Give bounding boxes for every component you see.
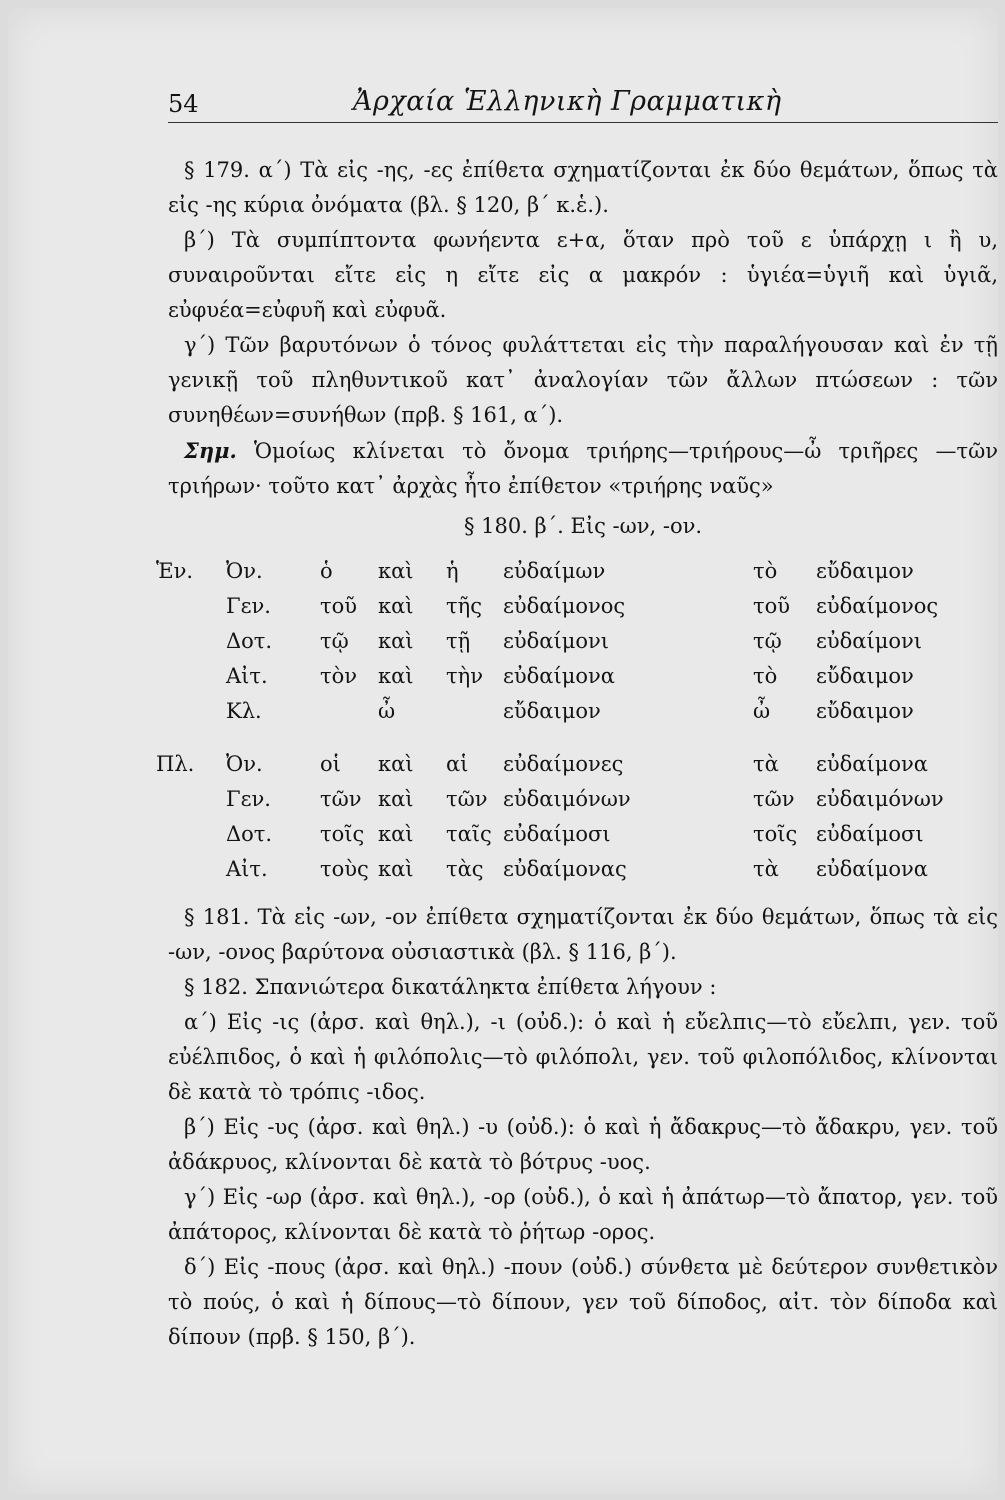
- page-number: 54: [168, 90, 199, 118]
- declension-cell-case: Γεν.: [226, 787, 271, 811]
- declension-cell-art2: τῆς: [446, 594, 482, 618]
- paragraph-182d: δ΄) Εἰς -πους (ἀρσ. καὶ θηλ.) -πουν (οὐδ.) σύνθετα μὲ δεύτερον συνθετικὸν τὸ πούς, ὁ καὶ ἡ δίπους—τὸ δίπουν, γεν τοῦ δίποδος, αἰτ. τὸν δίποδα καὶ δίπουν (πρβ. § 150, β΄).: [168, 1255, 998, 1349]
- declension-cell-art1: τοῦ: [320, 594, 358, 618]
- declension-cell-nart: τὸ: [753, 664, 778, 688]
- note-paragraph: [168, 433, 998, 504]
- declension-cell-art1: ὁ: [320, 559, 333, 583]
- declension-cell-art2: ταῖς: [446, 822, 492, 846]
- declension-cell-kai: καὶ: [378, 629, 414, 653]
- declension-cell-nform: εὐδαίμονα: [816, 857, 928, 881]
- declension-cell-art1: τοῖς: [320, 822, 365, 846]
- declension-cell-num: Πλ.: [156, 752, 195, 776]
- paragraph-179b: β΄) Τὰ συμπίπτοντα φωνήεντα ε+α, ὅταν πρὸ τοῦ ε ὑπάρχῃ ι ἢ υ, συναιροῦνται εἴτε εἰς η εἴτε εἰς α μακρόν : ὑγιέα=ὑγιῆ καὶ ὑγιᾶ, εὐφυέα=εὐφυῆ καὶ εὐφυᾶ.: [168, 228, 998, 322]
- declension-cell-kai: καὶ: [378, 752, 414, 776]
- declension-cell-form: εὐδαιμόνων: [503, 787, 631, 811]
- declension-cell-nform: εὔδαιμον: [816, 559, 914, 583]
- declension-cell-nform: εὐδαίμοσι: [816, 822, 924, 846]
- declension-cell-art2: αἱ: [446, 752, 469, 776]
- declension-cell-nart: τὸ: [753, 559, 778, 583]
- declension-cell-nform: εὐδαίμονος: [816, 594, 939, 618]
- declension-cell-art1: τῷ: [320, 629, 349, 653]
- declension-cell-case: Ὀν.: [226, 752, 263, 776]
- declension-cell-nart: τοῦ: [753, 594, 791, 618]
- declension-cell-art2: τὴν: [446, 664, 483, 688]
- declension-cell-art2: τῇ: [446, 629, 471, 653]
- declension-cell-num: Ἑν.: [156, 559, 194, 583]
- declension-plural: [156, 747, 998, 892]
- declension-cell-nform: εὐδαίμονι: [816, 629, 922, 653]
- declension-cell-art1: τοὺς: [320, 857, 369, 881]
- declension-cell-art2: τὰς: [446, 857, 484, 881]
- declension-cell-form: εὐδαίμονος: [503, 594, 626, 618]
- declension-cell-art1: οἱ: [320, 752, 341, 776]
- declension-cell-kai: καὶ: [378, 822, 414, 846]
- declension-cell-form: εὐδαίμονες: [503, 752, 624, 776]
- paragraph-181: § 181. Τὰ εἰς -ων, -ον ἐπίθετα σχηματίζονται ἐκ δύο θεμάτων, ὅπως τὰ εἰς -ων, -ονος βαρύτονα οὐσιαστικὰ (βλ. § 116, β΄).: [168, 905, 998, 964]
- declension-cell-kai: καὶ: [378, 664, 414, 688]
- declension-cell-case: Ὀν.: [226, 559, 263, 583]
- declension-cell-case: Κλ.: [226, 699, 262, 723]
- declension-cell-form: εὐδαίμων: [503, 559, 606, 583]
- paragraph-179a: § 179. α΄) Τὰ εἰς -ης, -ες ἐπίθετα σχηματίζονται ἐκ δύο θεμάτων, ὅπως τὰ εἰς -ης κύρια ὀνόματα (βλ. § 120, β΄ κ.ἑ.).: [168, 158, 998, 217]
- note-label: Σημ.: [184, 438, 237, 463]
- declension-cell-case: Αἰτ.: [226, 664, 268, 688]
- declension-cell-nart: τὰ: [753, 857, 779, 881]
- declension-cell-nform: εὐδαίμονα: [816, 752, 928, 776]
- declension-cell-nart: ὦ: [753, 699, 771, 723]
- declension-cell-nart: τοῖς: [753, 822, 798, 846]
- declension-cell-form: εὐδαίμοσι: [503, 822, 611, 846]
- declension-cell-form: εὐδαίμονι: [503, 629, 609, 653]
- note-text: Ὁμοίως κλίνεται τὸ ὄνομα τριήρης—τριήρους—ὦ τριῆρες —τῶν τριήρων· τοῦτο κατ᾽ ἀρχὰς ἦτο ἐπίθετον «τριήρης ναῦς»: [168, 439, 998, 498]
- declension-cell-nart: τῷ: [753, 629, 782, 653]
- paragraph-182b: β΄) Εἰς -υς (ἀρσ. καὶ θηλ.) -υ (οὐδ.): ὁ καὶ ἡ ἄδακρυς—τὸ ἄδακρυ, γεν. τοῦ ἀδάκρυος, κλίνονται δὲ κατὰ τὸ βότρυς -υος.: [168, 1115, 998, 1174]
- declension-cell-kai: καὶ: [378, 787, 414, 811]
- declension-cell-kai: καὶ: [378, 857, 414, 881]
- declension-singular: [156, 554, 998, 732]
- declension-cell-kai: καὶ: [378, 594, 414, 618]
- declension-cell-form: εὐδαίμονας: [503, 857, 627, 881]
- book-page: [8, 8, 998, 1494]
- declension-cell-art2: ἡ: [446, 559, 459, 583]
- declension-cell-art2: τῶν: [446, 787, 488, 811]
- declension-cell-kai: ὦ: [378, 699, 396, 723]
- declension-cell-art1: τῶν: [320, 787, 362, 811]
- declension-cell-case: Δοτ.: [226, 822, 273, 846]
- declension-cell-nform: εὔδαιμον: [816, 664, 914, 688]
- declension-cell-nform: εὐδαιμόνων: [816, 787, 944, 811]
- paragraph-182: § 182. Σπανιώτερα δικατάληκτα ἐπίθετα λήγουν :: [184, 975, 717, 999]
- paragraph-182a: α΄) Εἰς -ις (ἀρσ. καὶ θηλ.), -ι (οὐδ.): ὁ καὶ ἡ εὔελπις—τὸ εὔελπι, γεν. τοῦ εὐέλπιδος, ὁ καὶ ἡ φιλόπολις—τὸ φιλόπολι, γεν. τοῦ φιλοπόλιδος, κλίνονται δὲ κατὰ τὸ τρόπις -ιδος.: [168, 1010, 998, 1104]
- paragraph-182g: γ΄) Εἰς -ωρ (ἀρσ. καὶ θηλ.), -ορ (οὐδ.), ὁ καὶ ἡ ἀπάτωρ—τὸ ἄπατορ, γεν. τοῦ ἀπάτορος, κλίνονται δὲ κατὰ τὸ ῥήτωρ -ορος.: [168, 1185, 998, 1244]
- declension-cell-nart: τῶν: [753, 787, 795, 811]
- paragraph-179g: γ΄) Τῶν βαρυτόνων ὁ τόνος φυλάττεται εἰς τὴν παραλήγουσαν καὶ ἐν τῇ γενικῇ τοῦ πληθυντικοῦ κατ᾽ ἀναλογίαν τῶν ἄλλων πτώσεων : τῶν συνηθέων=συνήθων (πρβ. § 161, α΄).: [168, 333, 998, 427]
- declension-cell-nart: τὰ: [753, 752, 779, 776]
- declension-cell-kai: καὶ: [378, 559, 414, 583]
- declension-cell-case: Δοτ.: [226, 629, 273, 653]
- declension-cell-form: εὔδαιμον: [503, 699, 601, 723]
- declension-cell-nform: εὔδαιμον: [816, 699, 914, 723]
- declension-cell-art1: τὸν: [320, 664, 358, 688]
- declension-cell-case: Γεν.: [226, 594, 271, 618]
- section-180-title: § 180. β΄. Εἰς -ων, -ον.: [463, 514, 703, 538]
- declension-cell-case: Αἰτ.: [226, 857, 268, 881]
- page-header: [168, 86, 998, 123]
- declension-cell-form: εὐδαίμονα: [503, 664, 615, 688]
- page-body: [156, 153, 998, 1355]
- running-title: Ἀρχαία Ἑλληνικὴ Γραμματικὴ: [353, 86, 782, 117]
